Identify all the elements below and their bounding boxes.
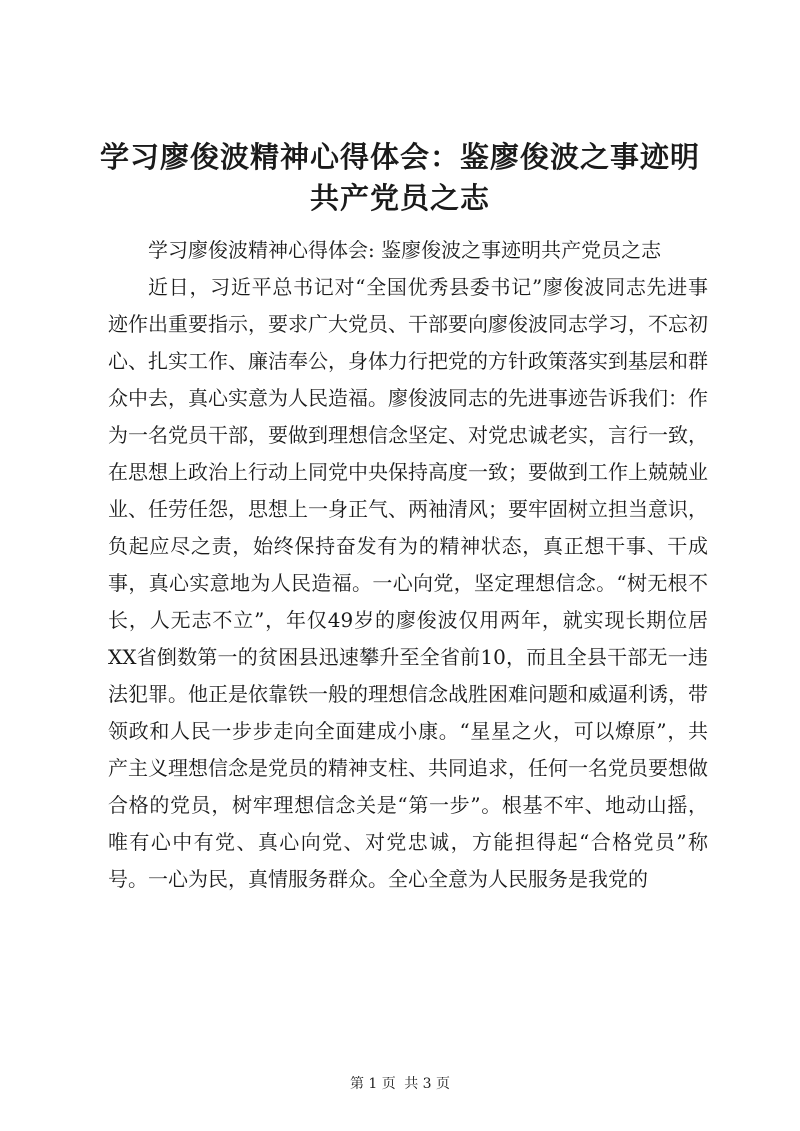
document-body: [108, 232, 708, 898]
body-paragraph: 近日，习近平总书记对“全国优秀县委书记”廖俊波同志先进事迹作出重要指示，要求广大党员、干部要向廖俊波同志学习，不忘初心、扎实工作、廉洁奉公，身体力行把党的方针政策落实到基层和群众中去，真心实意为人民造福。廖俊波同志的先进事迹告诉我们：作为一名党员干部，要做到理想信念坚定、对党忠诚老实，言行一致，在思想上政治上行动上同党中央保持高度一致；要做到工作上兢兢业业、任劳任怨，思想上一身正气、两袖清风；要牢固树立担当意识，负起应尽之责，始终保持奋发有为的精神状态，真正想干事、干成事，真心实意地为人民造福。一心向党，坚定理想信念。“树无根不长，人无志不立”，年仅49岁的廖俊波仅用两年，就实现长期位居XX省倒数第一的贫困县迅速攀升至全省前10，而且全县干部无一违法犯罪。他正是依靠铁一般的理想信念战胜困难问题和威逼利诱，带领政和人民一步步走向全面建成小康。“星星之火，可以燎原”，共产主义理想信念是党员的精神支柱、共同追求，任何一名党员要想做合格的党员，树牢理想信念关是“第一步”。根基不牢、地动山摇，唯有心中有党、真心向党、对党忠诚，方能担得起“合格党员”称号。一心为民，真情服务群众。全心全意为人民服务是我党的: [108, 275, 708, 891]
subtitle-paragraph: 学习廖俊波精神心得体会: 鉴廖俊波之事迹明共产党员之志: [148, 238, 662, 262]
page-footer: [0, 1075, 800, 1093]
page-number: 第 1 页: [349, 1076, 396, 1092]
document-title: 学习廖俊波精神心得体会：鉴廖俊波之事迹明共产党员之志: [100, 140, 701, 215]
page-total: 共 3 页: [404, 1076, 451, 1092]
